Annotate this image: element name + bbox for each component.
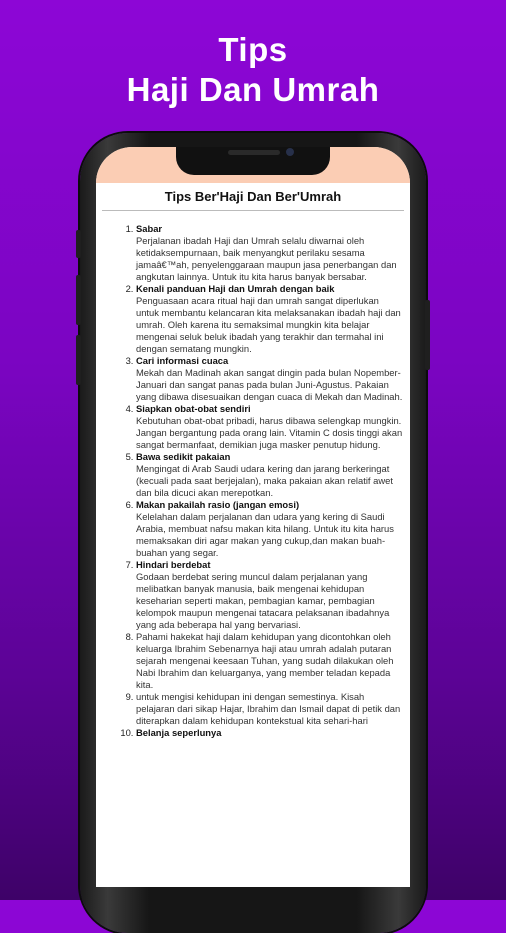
tip-body: Mengingat di Arab Saudi udara kering dan jarang berkeringat (kecuali pada saat berjejalan), maka pakaian akan relatif awet dan bila dicuci akan merepotkan.	[136, 463, 393, 498]
list-item	[136, 631, 404, 691]
tip-body: Penguasaan acara ritual haji dan umrah sangat diperlukan untuk membantu kelancaran kita melaksanakan ibadah haji dan umrah. Oleh karena itu semaksimal mungkin kita belajar mengenai seluk beluk ibadah yang terakhir dan termahal ini dengan sematang mungkin.	[136, 295, 401, 354]
phone-speaker	[228, 150, 280, 155]
tip-body: 8. Pahami hakekat haji dalam kehidupan yang dicontohkan oleh keluarga Ibrahim Sebenarnya haji atau umrah adalah putaran sejarah mengenai keesaan Tuhan, yang sudah dilakukan oleh Nabi Ibrahim dan keluarganya, yang member teladan kepada kita.	[136, 631, 394, 690]
tip-title: 5. Bawa sedikit pakaian	[136, 451, 231, 462]
tip-title: 6. Makan pakailah rasio (jangan emosi)	[136, 499, 300, 510]
phone-screen	[96, 147, 410, 887]
phone-side-button	[76, 335, 81, 385]
list-item	[136, 499, 404, 559]
tip-body: Kelelahan dalam perjalanan dan udara yang kering di Saudi Arabia, membuat nafsu makan kita hilang. Untuk itu kita harus memaksakan diri agar makan yang cukup,dan makan buah-buahan yang segar.	[136, 511, 394, 558]
banner-title-line2: Haji Dan Umrah	[126, 71, 380, 108]
list-item	[136, 283, 404, 355]
tip-title: 2. Kenali panduan Haji dan Umrah dengan baik	[136, 283, 335, 294]
tip-body: Godaan berdebat sering muncul dalam perjalanan yang melibatkan banyak manusia, baik mengenai kehidupan keseharian seperti makan, pembagian kamar, pembagian kelompok maupun mengenai tatacara pelaksanan ibadahnya yang ada beberapa hal yang bervariasi.	[136, 571, 390, 630]
list-item	[136, 355, 404, 403]
app-title: Tips Ber'Haji Dan Ber'Umrah	[102, 183, 404, 211]
list-item	[136, 727, 404, 739]
tips-list	[96, 223, 404, 739]
tip-title: 4. Siapkan obat-obat sendiri	[136, 403, 251, 414]
list-item	[136, 223, 404, 283]
promo-banner	[0, 30, 506, 110]
tip-title: 10. Belanja seperlunya	[136, 727, 222, 738]
phone-side-button	[76, 230, 81, 258]
list-item	[136, 691, 404, 727]
tip-title: 3. Cari informasi cuaca	[136, 355, 229, 366]
tip-body: Mekah dan Madinah akan sangat dingin pada bulan Nopember-Januari dan sangat panas pada bulan Juni-Agustus. Pakaian yang dibawa disesuaikan dengan cuaca di Mekah dan Madinah.	[136, 367, 403, 402]
tip-title: 1. Sabar	[136, 223, 163, 234]
phone-side-button	[76, 275, 81, 325]
list-item	[136, 559, 404, 631]
tip-body: 9. untuk mengisi kehidupan ini dengan semestinya. Kisah pelajaran dari sikap Hajar, Ibrahim dan Ismail dapat di petik dan diterapkan dalam kehidupan kontekstual kita sehari-hari	[136, 691, 401, 726]
tip-body: Perjalanan ibadah Haji dan Umrah selalu diwarnai oleh ketidaksempurnaan, baik menyangkut perilaku sesama jamaâ€™ah, penyelenggaraan maupun jasa penerbangan dan angkutan lainnya. Untuk itu kita harus banyak bersabar.	[136, 235, 397, 282]
phone-side-button	[425, 300, 430, 370]
list-item	[136, 403, 404, 451]
list-item	[136, 451, 404, 499]
tip-title: 7. Hindari berdebat	[136, 559, 211, 570]
phone-camera	[286, 148, 294, 156]
banner-title-line1: Tips	[218, 31, 288, 68]
tip-body: Kebutuhan obat-obat pribadi, harus dibawa selengkap mungkin. Jangan bergantung pada orang lain. Vitamin C dosis tinggi akan sangat bermanfaat, demikian juga masker penutup hidung.	[136, 415, 403, 450]
